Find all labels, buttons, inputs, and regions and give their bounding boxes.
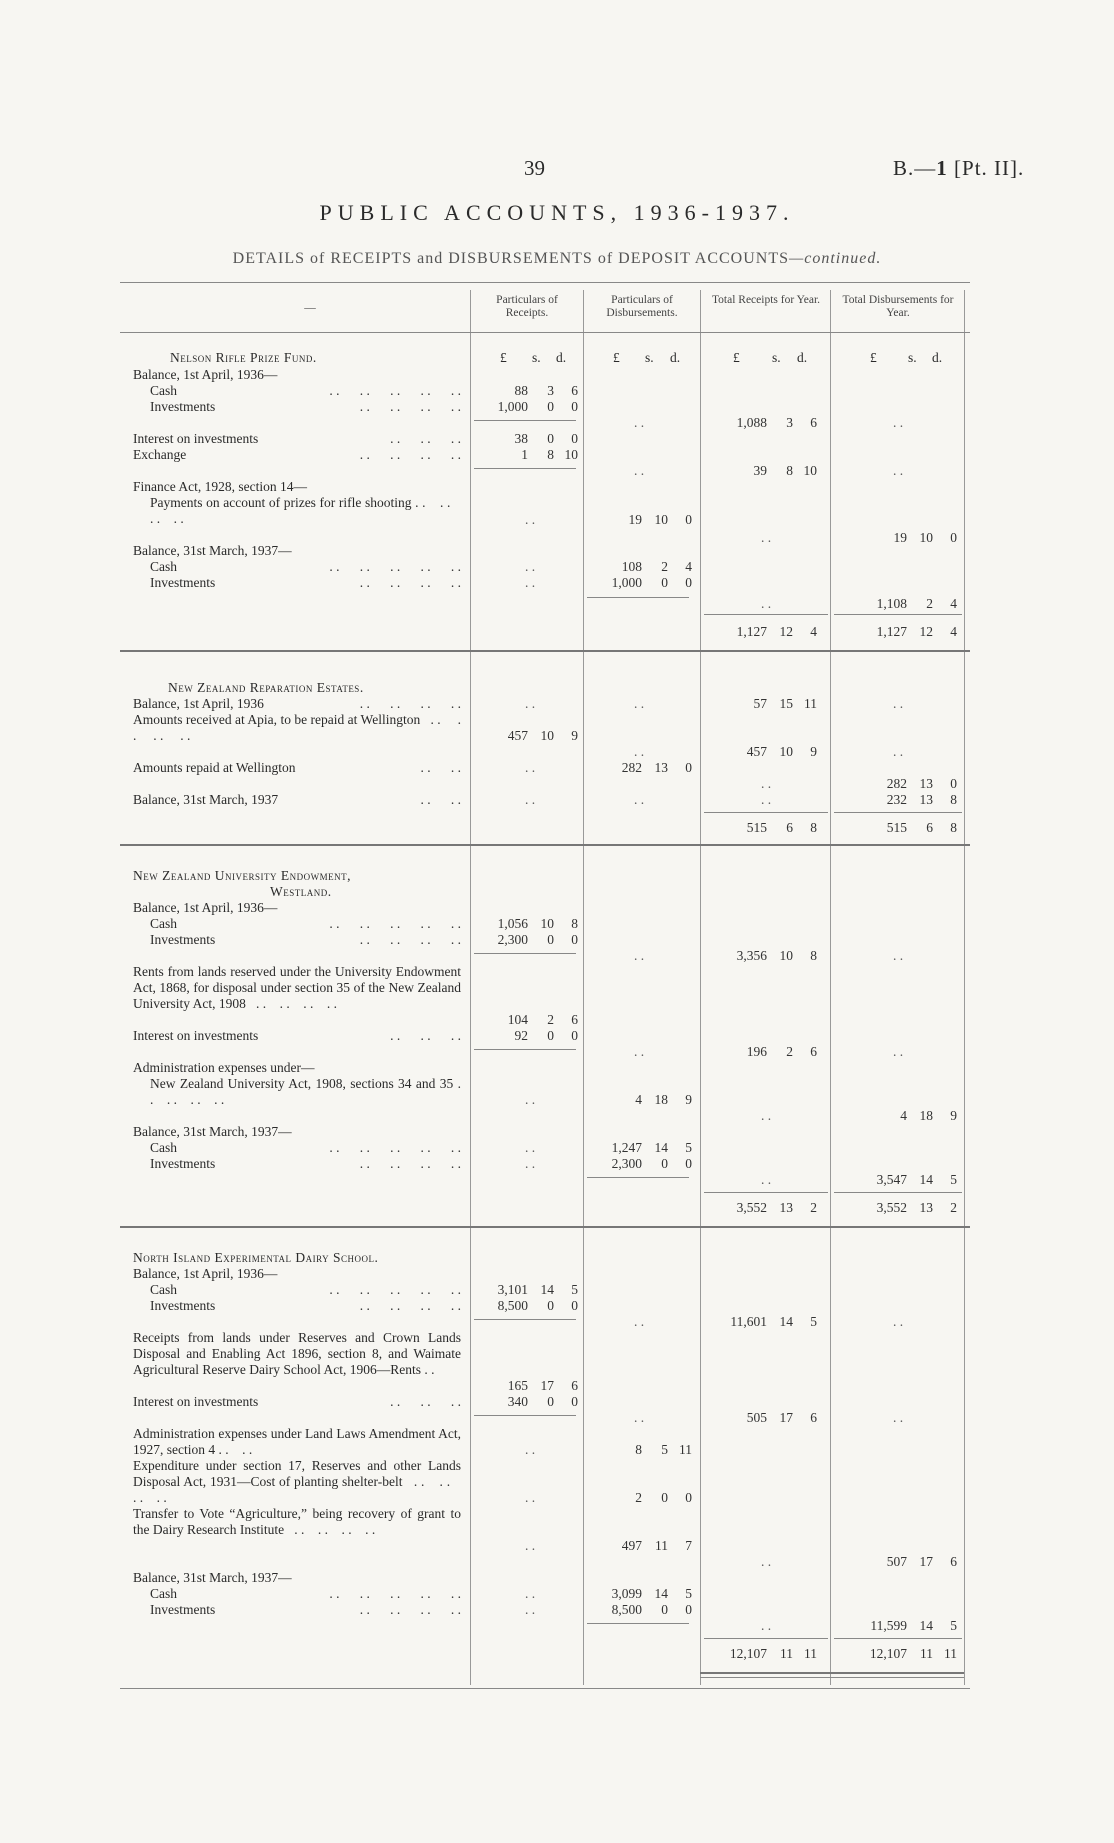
amount bbox=[845, 596, 957, 612]
section-rule bbox=[120, 844, 970, 846]
section-total bbox=[845, 1200, 957, 1216]
amount bbox=[845, 1618, 957, 1634]
amount-pounds: 2,300 bbox=[611, 1156, 642, 1171]
table-top-rule bbox=[120, 282, 970, 283]
amount-shillings: 10 bbox=[919, 530, 933, 545]
section-rule bbox=[120, 650, 970, 652]
section-total bbox=[845, 1646, 957, 1662]
total-rule bbox=[704, 812, 828, 813]
amount bbox=[466, 1012, 578, 1028]
amount-pence: 11 bbox=[944, 1646, 957, 1661]
amount-pounds: 507 bbox=[886, 1554, 907, 1569]
amount bbox=[580, 559, 692, 575]
subtotal-rule bbox=[474, 420, 576, 421]
amount-pence: 5 bbox=[950, 1172, 957, 1187]
header-total-receipts: Total Receipts for Year. bbox=[711, 294, 821, 306]
amount-pence: 7 bbox=[685, 1538, 692, 1553]
amount-shillings: 14 bbox=[654, 1140, 668, 1155]
amount-shillings: 18 bbox=[654, 1092, 668, 1107]
amount-pounds: 8,500 bbox=[497, 1298, 528, 1313]
amount-pence: 0 bbox=[685, 1490, 692, 1505]
section-heading: Nelson Rifle Prize Fund. bbox=[170, 350, 317, 365]
row-label: Cash . . . . . . . . . . bbox=[150, 1140, 461, 1155]
amount-pence: 6 bbox=[810, 1410, 817, 1425]
amount-shillings: 13 bbox=[919, 792, 933, 807]
section-total bbox=[705, 624, 817, 640]
amount-pounds: 57 bbox=[753, 696, 767, 711]
amount-shillings: 3 bbox=[547, 383, 554, 398]
amount-pounds: 19 bbox=[893, 530, 907, 545]
row-label: Rents from lands reserved under the University Endowment Act, 1868, for disposal under section 35 of the New Zealand University Act, 1908 . . . . . . . . bbox=[133, 964, 461, 1011]
amount-pence: 9 bbox=[810, 744, 817, 759]
row-label: Cash . . . . . . . . . . bbox=[150, 1282, 461, 1297]
amount-pence: 5 bbox=[685, 1140, 692, 1155]
amount-shillings: 2 bbox=[926, 596, 933, 611]
amount-pence: 0 bbox=[950, 530, 957, 545]
row-label: Investments . . . . . . . . bbox=[150, 575, 461, 590]
amount-pounds: 8 bbox=[635, 1442, 642, 1457]
amount-pence: 8 bbox=[950, 792, 957, 807]
amount-shillings: 15 bbox=[779, 696, 793, 711]
amount-pence: 6 bbox=[810, 1044, 817, 1059]
amount bbox=[466, 383, 578, 399]
section-total bbox=[845, 820, 957, 836]
amount-pence: 0 bbox=[571, 1028, 578, 1043]
amount-pounds: 282 bbox=[621, 760, 642, 775]
section-heading: New Zealand Reparation Estates. bbox=[168, 680, 364, 695]
amount bbox=[466, 728, 578, 744]
amount-shillings: 17 bbox=[540, 1378, 554, 1393]
row-label: Balance, 31st March, 1937— bbox=[133, 1570, 292, 1585]
amount-pounds: 92 bbox=[514, 1028, 528, 1043]
amount-shillings: 13 bbox=[919, 776, 933, 791]
amount bbox=[580, 1602, 692, 1618]
amount-shillings: 5 bbox=[661, 1442, 668, 1457]
row-label: Investments . . . . . . . . bbox=[150, 1156, 461, 1171]
amount-shillings: 6 bbox=[786, 820, 793, 835]
amount-pence: 10 bbox=[564, 447, 578, 462]
amount-shillings: 2 bbox=[547, 1012, 554, 1027]
amount-pounds: 108 bbox=[621, 559, 642, 574]
amount-pounds: 2 bbox=[635, 1490, 642, 1505]
amount-pence: 4 bbox=[950, 596, 957, 611]
row-label: Finance Act, 1928, section 14— bbox=[133, 479, 307, 494]
row-label: Balance, 1st April, 1936— bbox=[133, 900, 278, 915]
table-bottom-rule bbox=[120, 1688, 970, 1689]
amount-shillings: 0 bbox=[661, 1490, 668, 1505]
amount-pounds: 515 bbox=[746, 820, 767, 835]
amount bbox=[705, 1410, 817, 1426]
row-label: Cash . . . . . . . . . . bbox=[150, 559, 461, 574]
amount bbox=[580, 1490, 692, 1506]
amount-pence: 10 bbox=[803, 463, 817, 478]
amount bbox=[466, 1394, 578, 1410]
amount bbox=[705, 1314, 817, 1330]
amount-shillings: 0 bbox=[547, 1394, 554, 1409]
amount bbox=[705, 696, 817, 712]
column-divider bbox=[964, 290, 965, 1685]
amount-pence: 5 bbox=[685, 1586, 692, 1601]
total-rule bbox=[834, 1192, 962, 1193]
amount-shillings: 10 bbox=[779, 744, 793, 759]
amount-pence: 2 bbox=[810, 1200, 817, 1215]
header-total-disbursements: Total Disbursements for Year. bbox=[842, 294, 954, 319]
amount-shillings: 10 bbox=[654, 512, 668, 527]
section-total bbox=[705, 820, 817, 836]
amount-pence: 11 bbox=[804, 1646, 817, 1661]
amount-pounds: 11,601 bbox=[730, 1314, 767, 1329]
amount bbox=[845, 792, 957, 808]
row-label: Investments . . . . . . . . bbox=[150, 1602, 461, 1617]
row-label: Receipts from lands under Reserves and Crown Lands Disposal and Enabling Act 1896, section 8, and Waimate Agricultural Reserve Dairy School Act, 1906—Rents . . bbox=[133, 1330, 461, 1377]
amount bbox=[466, 1028, 578, 1044]
amount-shillings: 0 bbox=[547, 1028, 554, 1043]
row-label: Balance, 31st March, 1937— bbox=[133, 543, 292, 558]
header-description: — bbox=[304, 302, 316, 314]
amount-shillings: 18 bbox=[919, 1108, 933, 1123]
amount-pence: 0 bbox=[571, 1298, 578, 1313]
amount-pence: 0 bbox=[571, 1394, 578, 1409]
amount-pounds: 1,127 bbox=[876, 624, 907, 639]
amount bbox=[580, 1538, 692, 1554]
amount-pounds: 11,599 bbox=[870, 1618, 907, 1633]
amount-shillings: 2 bbox=[786, 1044, 793, 1059]
section-heading: North Island Experimental Dairy School. bbox=[133, 1250, 379, 1265]
amount-shillings: 3 bbox=[786, 415, 793, 430]
amount-shillings: 10 bbox=[540, 728, 554, 743]
amount-pounds: 1,108 bbox=[876, 596, 907, 611]
amount-shillings: 8 bbox=[547, 447, 554, 462]
amount-shillings: 12 bbox=[779, 624, 793, 639]
amount-pence: 0 bbox=[685, 760, 692, 775]
amount-pence: 0 bbox=[571, 431, 578, 446]
subtotal-rule bbox=[587, 1623, 689, 1624]
amount-shillings: 14 bbox=[919, 1172, 933, 1187]
subtotal-rule bbox=[587, 597, 689, 598]
section-heading: New Zealand University Endowment, bbox=[133, 868, 351, 883]
amount-pence: 0 bbox=[685, 1156, 692, 1171]
column-divider bbox=[583, 290, 584, 1685]
row-label: Balance, 1st April, 1936 . . . . . . . . bbox=[133, 696, 461, 711]
row-label: Balance, 1st April, 1936— bbox=[133, 1266, 278, 1281]
section-total bbox=[845, 624, 957, 640]
section-rule bbox=[120, 1226, 970, 1228]
row-label: Balance, 31st March, 1937— bbox=[133, 1124, 292, 1139]
header-receipts: Particulars of Receipts. bbox=[496, 294, 558, 319]
amount-pounds: 282 bbox=[886, 776, 907, 791]
amount-pounds: 1,127 bbox=[736, 624, 767, 639]
amount bbox=[466, 447, 578, 463]
row-label: Cash . . . . . . . . . . bbox=[150, 1586, 461, 1601]
row-label: Cash . . . . . . . . . . bbox=[150, 383, 461, 398]
amount-shillings: 0 bbox=[547, 431, 554, 446]
amount-pounds: 232 bbox=[886, 792, 907, 807]
amount bbox=[466, 932, 578, 948]
amount-pounds: 505 bbox=[746, 1410, 767, 1425]
amount-pounds: 4 bbox=[635, 1092, 642, 1107]
row-label: Balance, 1st April, 1936— bbox=[133, 367, 278, 382]
amount-pounds: 1,056 bbox=[497, 916, 528, 931]
section-heading: Westland. bbox=[270, 884, 332, 899]
amount-pence: 8 bbox=[810, 820, 817, 835]
amount-shillings: 11 bbox=[655, 1538, 668, 1553]
amount-pence: 2 bbox=[950, 1200, 957, 1215]
amount-pounds: 4 bbox=[900, 1108, 907, 1123]
amount bbox=[705, 1044, 817, 1060]
amount-pounds: 19 bbox=[628, 512, 642, 527]
amount-shillings: 14 bbox=[540, 1282, 554, 1297]
page-subtitle: DETAILS of RECEIPTS and DISBURSEMENTS of DEPOSIT ACCOUNTS—continued. bbox=[232, 250, 882, 267]
amount bbox=[580, 1586, 692, 1602]
amount-shillings: 11 bbox=[920, 1646, 933, 1661]
amount bbox=[705, 415, 817, 431]
amount-pounds: 2,300 bbox=[497, 932, 528, 947]
amount bbox=[705, 948, 817, 964]
total-rule bbox=[834, 812, 962, 813]
amount-pounds: 38 bbox=[514, 431, 528, 446]
amount-shillings: 17 bbox=[779, 1410, 793, 1425]
amount-pence: 5 bbox=[950, 1618, 957, 1633]
amount bbox=[845, 1554, 957, 1570]
amount-pounds: 104 bbox=[507, 1012, 528, 1027]
column-divider bbox=[830, 290, 831, 1685]
subtotal-rule bbox=[587, 1177, 689, 1178]
amount-pounds: 165 bbox=[507, 1378, 528, 1393]
amount-pounds: 8,500 bbox=[611, 1602, 642, 1617]
amount-shillings: 0 bbox=[661, 575, 668, 590]
page-title: PUBLIC ACCOUNTS, 1936-1937. bbox=[319, 200, 795, 225]
amount bbox=[466, 1298, 578, 1314]
amount-shillings: 13 bbox=[654, 760, 668, 775]
column-divider bbox=[700, 290, 701, 1685]
amount-pence: 6 bbox=[571, 383, 578, 398]
row-label: Interest on investments . . . . . . bbox=[133, 1394, 461, 1409]
amount-shillings: 17 bbox=[919, 1554, 933, 1569]
total-rule bbox=[704, 1638, 828, 1639]
amount bbox=[845, 530, 957, 546]
amount-shillings: 14 bbox=[779, 1314, 793, 1329]
subtotal-rule bbox=[474, 1049, 576, 1050]
row-label: Interest on investments . . . . . . bbox=[133, 431, 461, 446]
amount bbox=[845, 776, 957, 792]
amount-pence: 4 bbox=[810, 624, 817, 639]
amount-pence: 9 bbox=[571, 728, 578, 743]
amount-pence: 6 bbox=[950, 1554, 957, 1569]
amount-pence: 4 bbox=[950, 624, 957, 639]
amount-pence: 0 bbox=[685, 512, 692, 527]
amount-pence: 0 bbox=[950, 776, 957, 791]
amount bbox=[580, 575, 692, 591]
amount-pounds: 497 bbox=[621, 1538, 642, 1553]
amount-pence: 6 bbox=[571, 1378, 578, 1393]
amount-pounds: 12,107 bbox=[729, 1646, 767, 1661]
amount-pence: 0 bbox=[685, 575, 692, 590]
amount-pounds: 1 bbox=[521, 447, 528, 462]
amount-pounds: 1,247 bbox=[611, 1140, 642, 1155]
row-label: Investments . . . . . . . . bbox=[150, 1298, 461, 1313]
row-label: Payments on account of prizes for rifle shooting . . . . . . . . bbox=[150, 495, 462, 526]
amount bbox=[845, 1108, 957, 1124]
amount bbox=[466, 399, 578, 415]
header-disbursements: Particulars of Disbursements. bbox=[606, 294, 678, 319]
amount-shillings: 0 bbox=[661, 1602, 668, 1617]
row-label: Exchange . . . . . . . . bbox=[133, 447, 461, 462]
amount-pence: 0 bbox=[571, 932, 578, 947]
amount-shillings: 2 bbox=[661, 559, 668, 574]
total-rule bbox=[834, 614, 962, 615]
amount bbox=[466, 1378, 578, 1394]
amount-pounds: 196 bbox=[746, 1044, 767, 1059]
amount bbox=[705, 744, 817, 760]
amount-shillings: 10 bbox=[779, 948, 793, 963]
amount-pence: 0 bbox=[685, 1602, 692, 1617]
amount-pounds: 1,088 bbox=[736, 415, 767, 430]
row-label: Expenditure under section 17, Reserves and other Lands Disposal Act, 1931—Cost of planting shelter-belt . . . . . . . . bbox=[133, 1458, 462, 1505]
total-rule bbox=[834, 1638, 962, 1639]
amount-pounds: 3,101 bbox=[497, 1282, 528, 1297]
amount-pence: 5 bbox=[571, 1282, 578, 1297]
amount-pence: 0 bbox=[571, 399, 578, 414]
subtotal-rule bbox=[474, 1319, 576, 1320]
amount bbox=[845, 1172, 957, 1188]
amount-shillings: 14 bbox=[654, 1586, 668, 1601]
amount-pounds: 457 bbox=[507, 728, 528, 743]
subtotal-rule bbox=[474, 1415, 576, 1416]
amount-pence: 6 bbox=[571, 1012, 578, 1027]
amount-shillings: 0 bbox=[547, 399, 554, 414]
subtotal-rule bbox=[474, 953, 576, 954]
amount-pounds: 3,552 bbox=[876, 1200, 907, 1215]
row-label: Investments . . . . . . . . bbox=[150, 932, 461, 947]
amount-shillings: 10 bbox=[540, 916, 554, 931]
amount bbox=[580, 1156, 692, 1172]
amount bbox=[580, 760, 692, 776]
amount bbox=[466, 1282, 578, 1298]
amount bbox=[466, 431, 578, 447]
amount bbox=[705, 463, 817, 479]
amount-shillings: 13 bbox=[779, 1200, 793, 1215]
amount-pounds: 39 bbox=[753, 463, 767, 478]
amount-shillings: 8 bbox=[786, 463, 793, 478]
amount-pence: 4 bbox=[685, 559, 692, 574]
report-reference: B.—1 [Pt. II]. bbox=[893, 156, 1025, 180]
amount-pounds: 515 bbox=[886, 820, 907, 835]
row-label: Cash . . . . . . . . . . bbox=[150, 916, 461, 931]
amount-pounds: 457 bbox=[746, 744, 767, 759]
amount-shillings: 0 bbox=[547, 1298, 554, 1313]
amount bbox=[580, 1092, 692, 1108]
amount bbox=[580, 1442, 692, 1458]
row-label: Transfer to Vote “Agriculture,” being recovery of grant to the Dairy Research Institute . . . . . . . . bbox=[133, 1506, 461, 1537]
amount-pence: 11 bbox=[679, 1442, 692, 1457]
amount-shillings: 12 bbox=[919, 624, 933, 639]
double-rule bbox=[700, 1677, 964, 1678]
amount-pounds: 340 bbox=[507, 1394, 528, 1409]
page-number: 39 bbox=[524, 156, 545, 180]
section-total bbox=[705, 1200, 817, 1216]
row-label: Amounts received at Apia, to be repaid at Wellington . . . . . . . . bbox=[133, 712, 461, 743]
amount-pounds: 3,552 bbox=[736, 1200, 767, 1215]
amount bbox=[580, 1140, 692, 1156]
row-label: Administration expenses under Land Laws Amendment Act, 1927, section 4 . . . . bbox=[133, 1426, 461, 1457]
amount-pounds: 3,547 bbox=[876, 1172, 907, 1187]
section-total bbox=[705, 1646, 817, 1662]
column-divider bbox=[470, 290, 471, 1685]
double-rule bbox=[700, 1672, 964, 1674]
row-label: Amounts repaid at Wellington . . . . bbox=[133, 760, 461, 775]
total-rule bbox=[704, 614, 828, 615]
amount-pence: 8 bbox=[950, 820, 957, 835]
amount-shillings: 14 bbox=[919, 1618, 933, 1633]
amount-pounds: 1,000 bbox=[497, 399, 528, 414]
document-page: 39 B.—1 [Pt. II]. PUBLIC ACCOUNTS, 1936-1937. DETAILS of RECEIPTS and DISBURSEMENTS of DEPOSIT ACCOUNTS—continued. — Particulars of Receipts. Particulars of Disbursements. Total Receipts for Year. Total Disbursements for Year. £ s. d. £ s. d. £ s. d. £ s. d. Nelson Rifle Prize Fund. Balance, 1st April, 1936— Cash . . . . . . . . . . Investments . . . . . . . . Interest on investments . . . . . . Exchange . . . . . . . . Finance Act, 1928, section 14— Payments on account of prizes for rifle shooting . . . . . . . . Balance, 31st March, 1937— Cash . . . . . . . . . . Investments . . . . . . . . 88 3 6 1,000 0 0 38 0 0 1 8 10 . . . . . . . . . . 19 10 0 108 2 4 1,000 0 0 1,088 3 6 39 8 10 . . . . 1,127 12 4 . . . . 19 10 0 1,108 2 4 1,127 12 4 New Zealand Reparation Estates. Balance, 1st April, 1936 . . . . . . . . Amounts received at Apia, to be repaid at Wellington . . . . . . . . Amounts repaid at Wellington . . . . Balance, 31st March, 1937 . . . . . . 457 10 9 . . . . . . . . 282 13 0 . . 57 15 11 457 10 9 . . . . 515 6 8 . . . . 282 13 0 232 13 8 515 6 8 New Zealand University Endowment, Westland. Balance, 1st April, 1936— Cash . . . . . . . . . . Investments . . . . . . . . Rents from lands reserved under the University Endowment Act, 1868, for disposal under section 35 of the New Zealand University Act, 1908 . . . . . . . . Interest on investments . . . . . . Administration expenses under— New Zealand University Act, 1908, sections 34 and 35 . . . . . . . . Balance, 31st March, 1937— Cash . . . . . . . . . . Investments . . . . . . . . 1,056 10 8 2,300 0 0 104 2 6 92 0 0 . . . . . . . . . . 4 18 9 1,247 14 5 2,300 0 0 3,356 10 8 196 2 6 . . . . 3,552 13 2 . . . . 4 18 9 3,547 14 5 3,552 13 2 North Island Experimental Dairy School. Balance, 1st April, 1936— Cash . . . . . . . . . . Investments . . . . . . . . Receipts from lands under Reserves and Crown Lands Disposal and Enabling Act 1896, section 8, and Waimate Agricultural Reserve Dairy School Act, 1906—Rents . . Interest on investments . . . . . . Administration expenses under Land Laws Amendment Act, 1927, section 4 . . . . Expenditure under section 17, Reserves and other Lands Disposal Act, 1931—Cost of planting shelter-belt . . . . . . . . Transfer to Vote “Agriculture,” being recovery of grant to the Dairy Research Institute . . . . . . . . Balance, 31st March, 1937— Cash . . . . . . . . . . Investments . . . . . . . . 3,101 14 5 8,500 0 0 165 17 6 340 0 0 . . . . . . . . . . . . . . 8 5 11 2 0 0 497 11 7 3,099 14 5 8,500 0 0 11,601 14 5 505 17 6 . . . . 12,107 11 11 . . . . 507 17 6 11,599 14 5 12,107 11 11 bbox=[0, 0, 1114, 1843]
subtotal-rule bbox=[474, 468, 576, 469]
amount-shillings: 0 bbox=[547, 932, 554, 947]
total-rule bbox=[704, 1192, 828, 1193]
amount-shillings: 11 bbox=[780, 1646, 793, 1661]
amount bbox=[466, 916, 578, 932]
row-label: Investments . . . . . . . . bbox=[150, 399, 461, 414]
amount-pounds: 1,000 bbox=[611, 575, 642, 590]
header-bottom-rule bbox=[120, 332, 970, 333]
amount-shillings: 6 bbox=[926, 820, 933, 835]
amount-pence: 8 bbox=[571, 916, 578, 931]
amount-pounds: 3,356 bbox=[736, 948, 767, 963]
amount-pounds: 88 bbox=[514, 383, 528, 398]
row-label: New Zealand University Act, 1908, sections 34 and 35 . . . . . . . . bbox=[150, 1076, 461, 1107]
amount-pence: 6 bbox=[810, 415, 817, 430]
amount bbox=[580, 512, 692, 528]
amount-pounds: 12,107 bbox=[869, 1646, 907, 1661]
row-label: Administration expenses under— bbox=[133, 1060, 315, 1075]
amount-pence: 9 bbox=[950, 1108, 957, 1123]
amount-pence: 5 bbox=[810, 1314, 817, 1329]
row-label: Interest on investments . . . . . . bbox=[133, 1028, 461, 1043]
amount-shillings: 13 bbox=[919, 1200, 933, 1215]
amount-pounds: 3,099 bbox=[611, 1586, 642, 1601]
amount-shillings: 0 bbox=[661, 1156, 668, 1171]
row-label: Balance, 31st March, 1937 . . . . bbox=[133, 792, 461, 807]
amount-pence: 9 bbox=[685, 1092, 692, 1107]
amount-pence: 8 bbox=[810, 948, 817, 963]
amount-pence: 11 bbox=[804, 696, 817, 711]
